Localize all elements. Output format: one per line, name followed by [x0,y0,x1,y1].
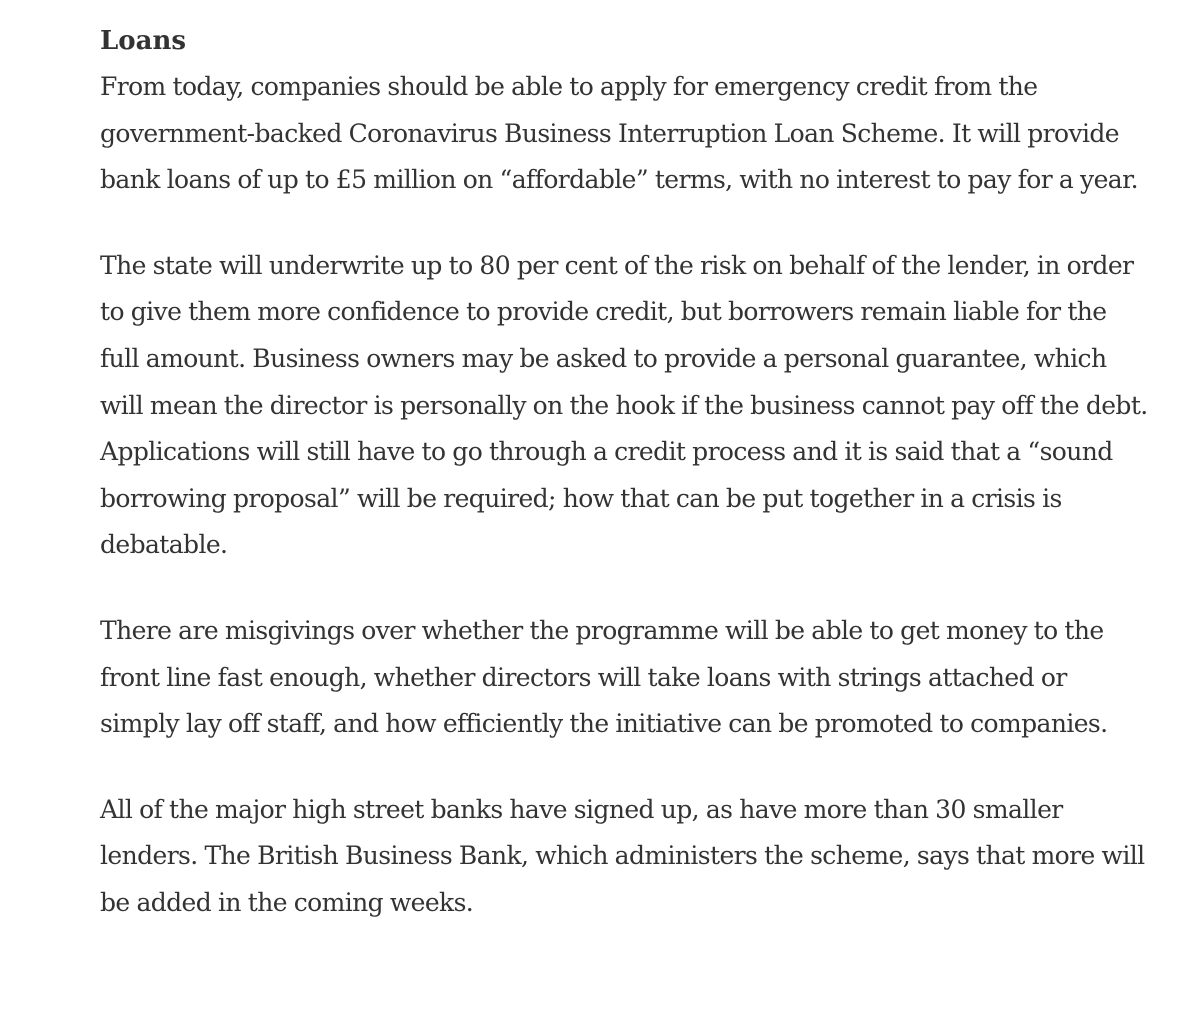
paragraph-4: All of the major high street banks have signed up, as have more than 30 smaller lenders. The British Business Bank, which administers the scheme, says that more will be added in the coming weeks. [100,794,1145,917]
paragraph-1: From today, companies should be able to apply for emergency credit from the government-backed Coronavirus Business Interruption Loan Scheme. It will provide bank loans of up to £5 million on “affordable” terms, with no interest to pay for a year. [100,72,1139,195]
article-body [100,18,1150,927]
paragraph-3: There are misgivings over whether the programme will be able to get money to the front line fast enough, whether directors will take loans with strings attached or simply lay off staff, and how efficiently the initiative can be promoted to companies. [100,615,1108,739]
section-heading: Loans [100,26,187,56]
paragraph-2: The state will underwrite up to 80 per cent of the risk on behalf of the lender, in order to give them more confidence to provide credit, but borrowers remain liable for the full amount. Business owners may be asked to provide a personal guarantee, which will mean the director is personally on the hook if the business cannot pay off the debt. Applications will still have to go through a credit process and it is said that a “sound borrowing proposal” will be required; how that can be put together in a crisis is debatable. [100,250,1148,560]
